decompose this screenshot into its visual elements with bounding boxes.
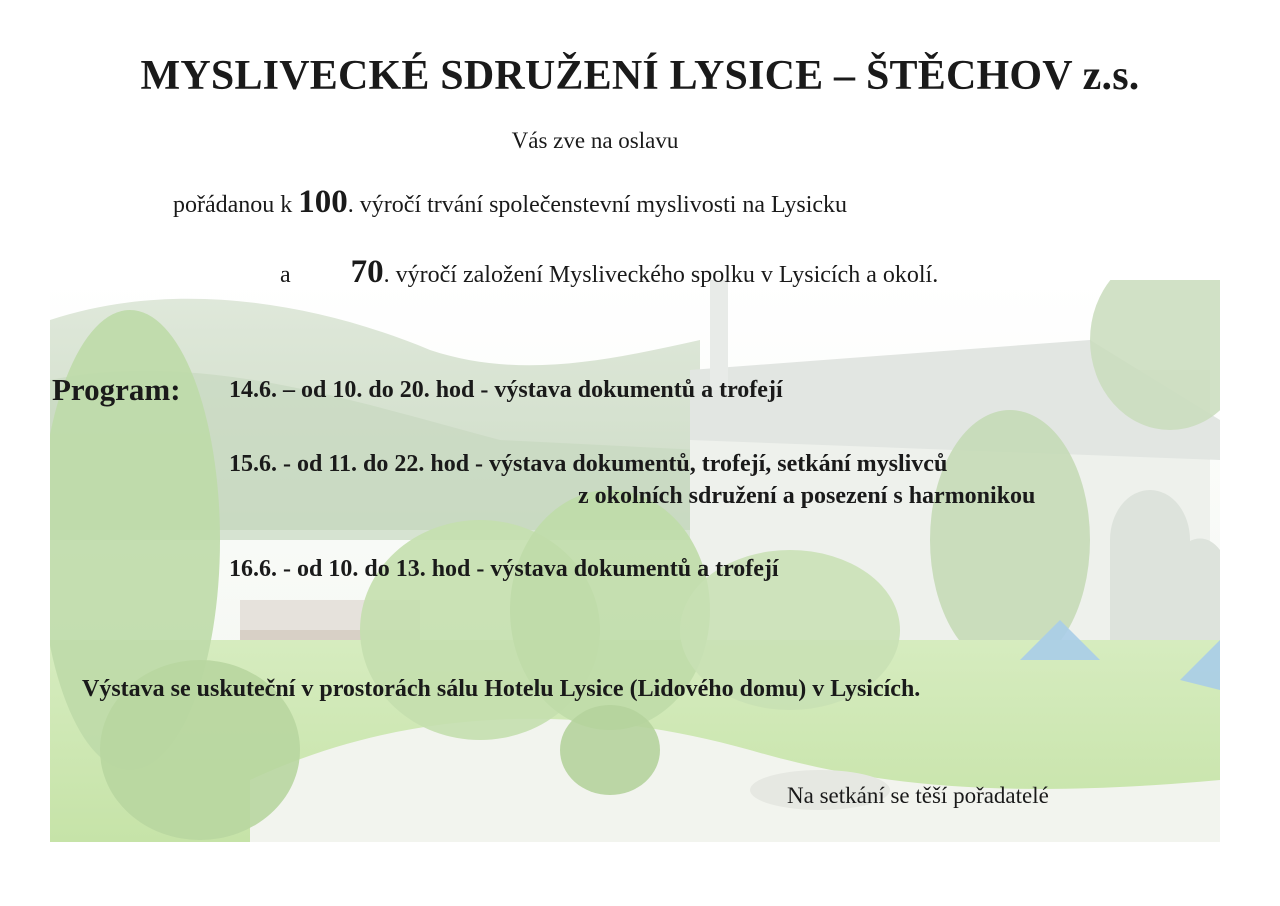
anniversary-line-70 (280, 254, 938, 291)
invitation-intro: Vás zve na oslavu (511, 128, 679, 153)
program-item: 14.6. – od 10. do 20. hod - výstava dokumentů a trofejí (229, 377, 783, 403)
program-item: 16.6. - od 10. do 13. hod - výstava dokumentů a trofejí (229, 556, 779, 582)
program-item: 15.6. - od 11. do 22. hod - výstava dokumentů, trofejí, setkání myslivců (229, 451, 948, 477)
program-item-continuation: z okolních sdružení a posezení s harmonikou (578, 483, 1036, 509)
closing-line: Na setkání se těší pořadatelé (787, 783, 1049, 808)
anniversary-prefix: pořádanou k (173, 192, 299, 218)
page-title: MYSLIVECKÉ SDRUŽENÍ LYSICE – ŠTĚCHOV z.s. (140, 53, 1140, 99)
anniversary-number: 100 (298, 184, 348, 220)
anniversary-line-100 (173, 184, 847, 221)
anniversary-text: . výročí založení Mysliveckého spolku v Lysicích a okolí. (383, 262, 939, 288)
program-label: Program: (52, 372, 181, 407)
venue-note: Výstava se uskuteční v prostorách sálu Hotelu Lysice (Lidového domu) v Lysicích. (82, 676, 921, 702)
anniversary-number: 70 (350, 254, 384, 290)
anniversary-text: . výročí trvání společenstevní myslivosti na Lysicku (347, 192, 848, 218)
anniversary-prefix: a (280, 262, 291, 288)
